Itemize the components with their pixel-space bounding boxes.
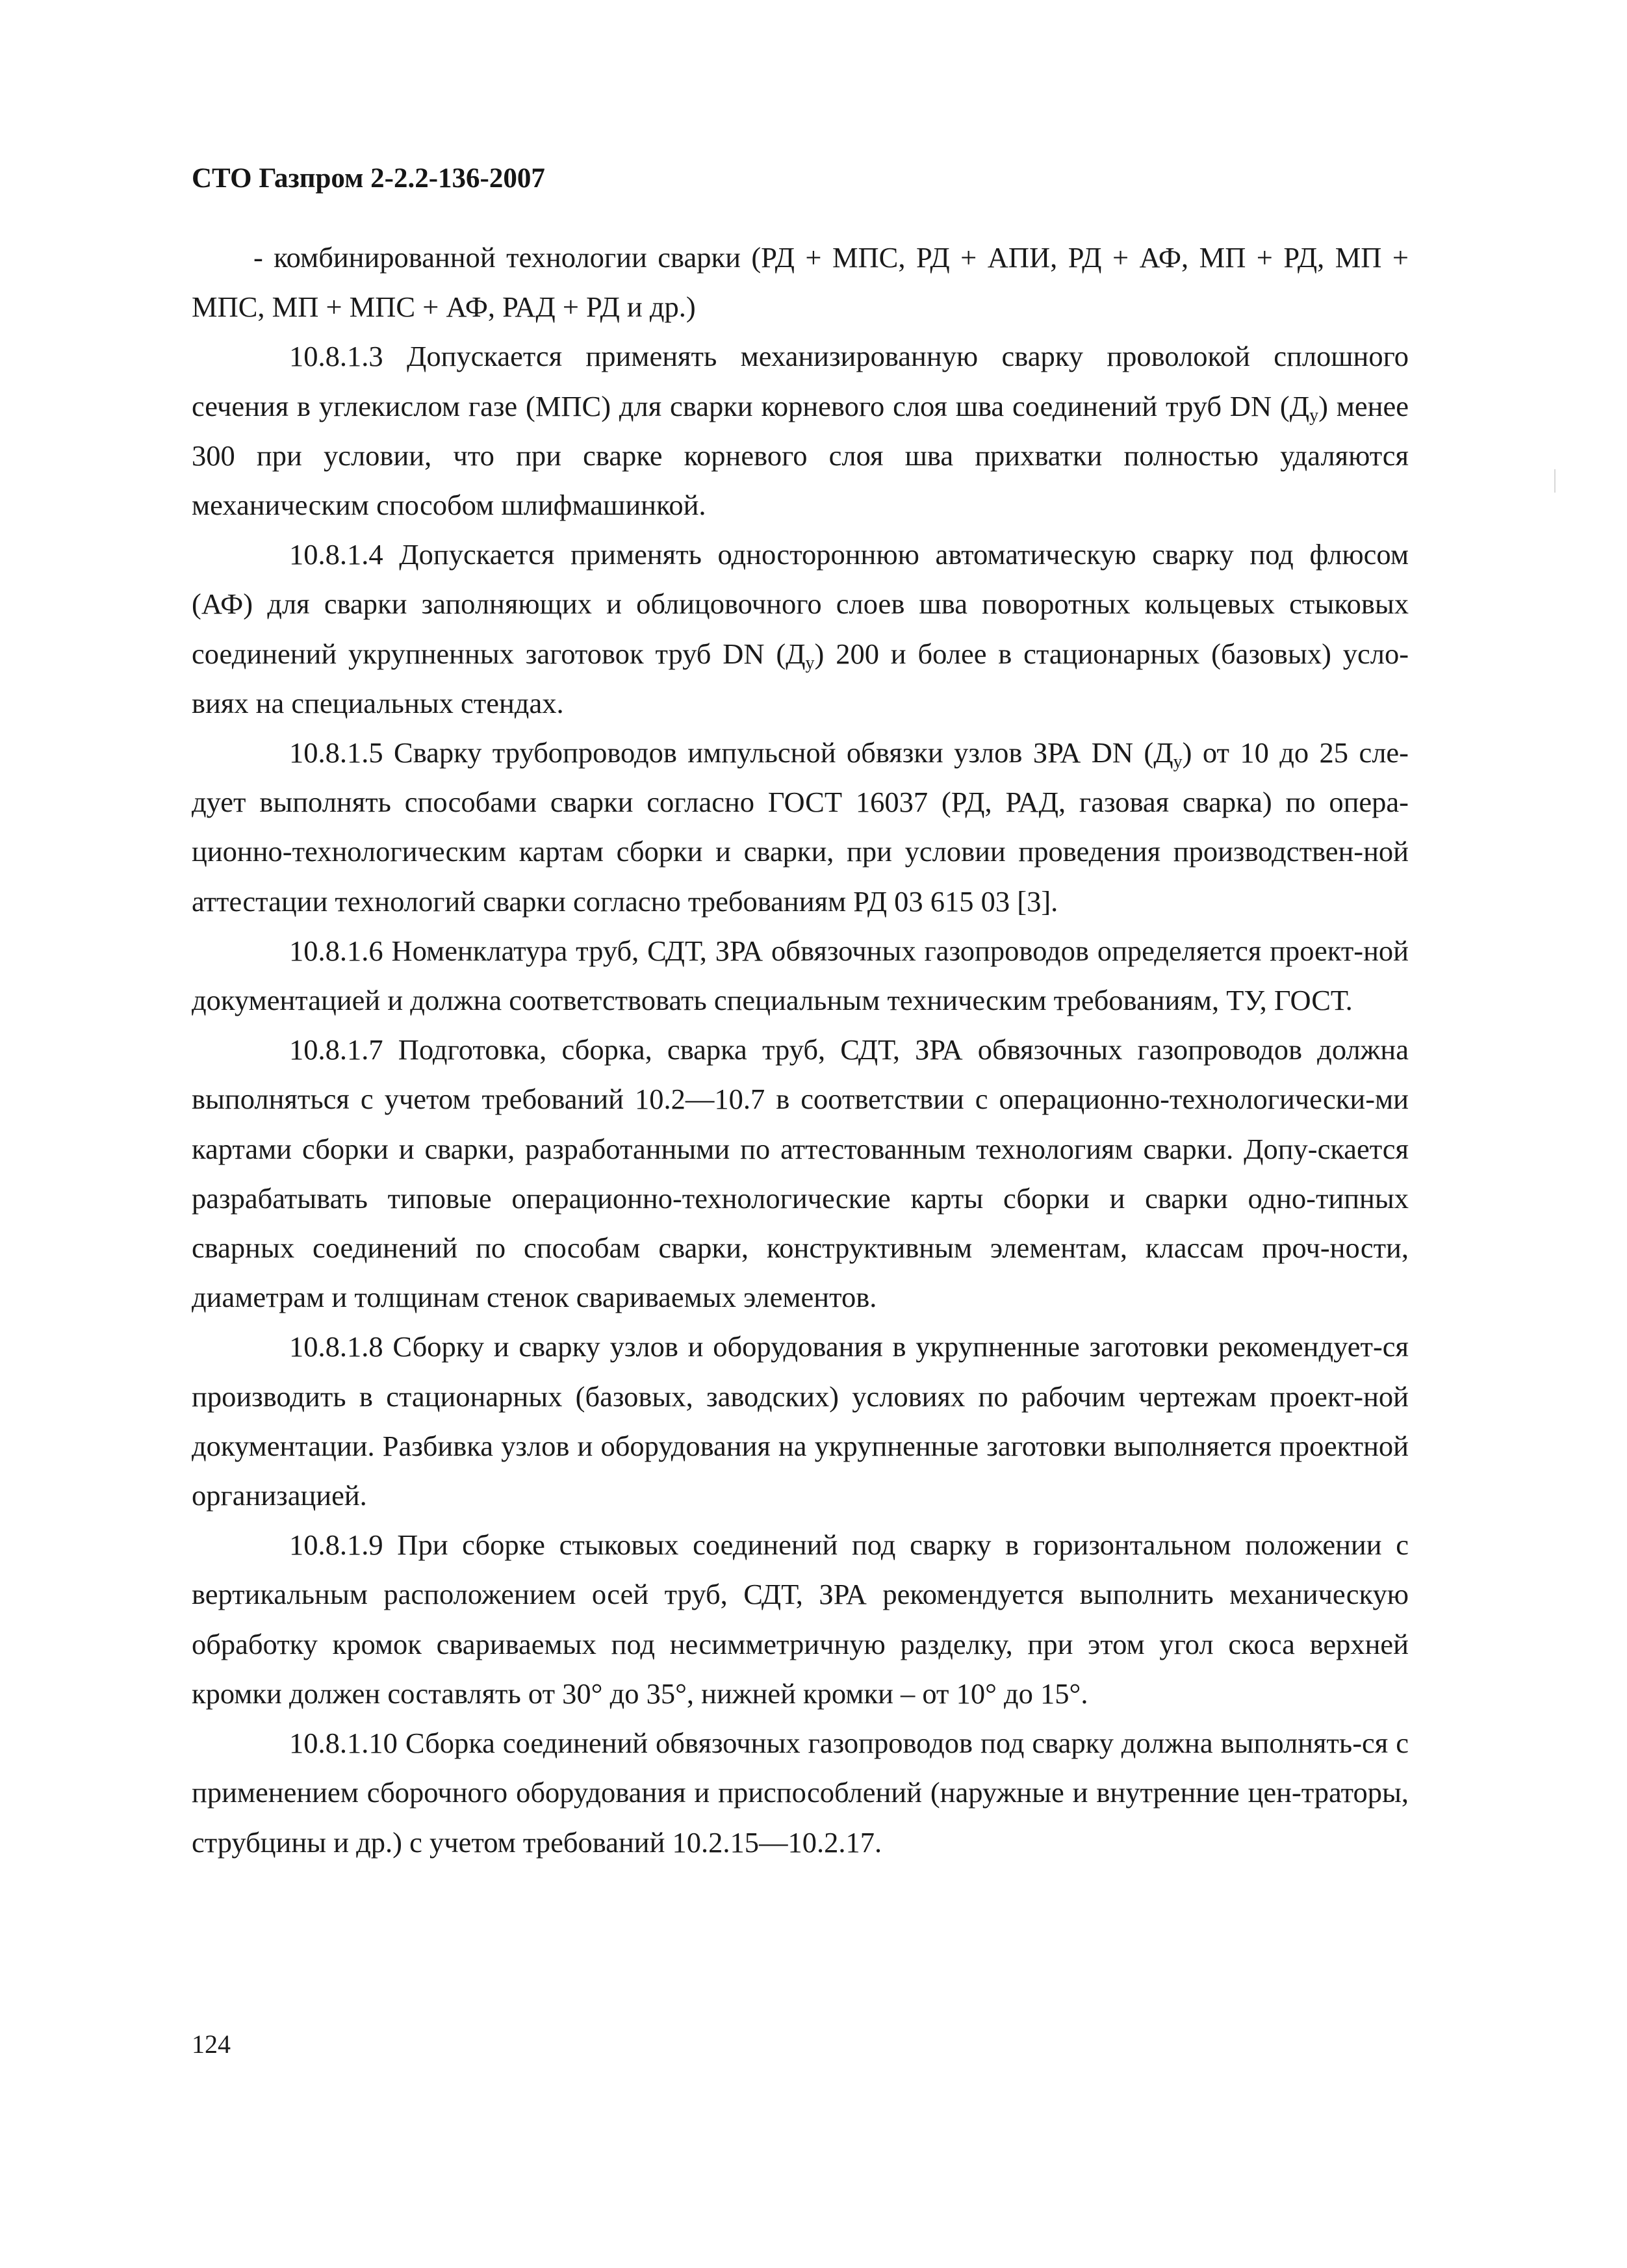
paragraph-text: 10.8.1.8 Сборку и сварку узлов и оборудования в укрупненные заготовки рекомендует-ся производить в стационарных (базовых, заводских) условиях по рабочим чертежам проект-ной документации. Разбивка узлов и оборудования на укрупненные заготовки выполняется проектной организацией.: [192, 1330, 1409, 1512]
paragraph-text: ) менее 300 при условии, что при сварке корневого слоя шва прихватки полностью удаляются механическим способом шлифмашинкой.: [192, 389, 1409, 522]
paragraph-10-8-1-10: [192, 1718, 1409, 1867]
subscript: у: [1173, 752, 1183, 773]
paragraph-continuation: [192, 233, 1409, 331]
scan-artifact-mark: [1554, 469, 1556, 493]
paragraph-text: 10.8.1.6 Номенклатура труб, СДТ, ЗРА обвязочных газопроводов определяется проект-ной документацией и должна соответствовать специальным техническим требованиям, ТУ, ГОСТ.: [192, 934, 1409, 1017]
paragraph-10-8-1-5: [192, 728, 1409, 926]
paragraph-10-8-1-9: [192, 1520, 1409, 1718]
paragraph-text: 10.8.1.7 Подготовка, сборка, сварка труб, СДТ, ЗРА обвязочных газопроводов должна выполняться с учетом требований 10.2—10.7 в соответствии с операционно-технологически-ми картами сборки и сварки, разработанными по аттестованным технологиям сварки. Допу-скается разрабатывать типовые операционно-технологические карты сборки и сварки одно-типных сварных соединений по способам сварки, конструктивным элементам, классам проч-ности, диаметрам и толщинам стенок свариваемых элементов.: [192, 1033, 1409, 1314]
document-body: [192, 233, 1409, 1867]
paragraph-text: ) 200 и более в стационарных (базовых) усло-виях на специальных стендах.: [192, 637, 1409, 719]
paragraph-text: 10.8.1.10 Сборка соединений обвязочных газопроводов под сварку должна выполнять-ся с применением сборочного оборудования и приспособлений (наружные и внутренние цен-траторы, струбцины и др.) с учетом требований 10.2.15—10.2.17.: [192, 1727, 1409, 1859]
paragraph-text: 10.8.1.3 Допускается применять механизированную сварку проволокой сплошного сечения в углекислом газе (МПС) для сварки корневого слоя шва соединений труб DN (Д: [192, 340, 1409, 422]
paragraph-text: 10.8.1.5 Сварку трубопроводов импульсной обвязки узлов ЗРА DN (Д: [289, 736, 1173, 769]
paragraph-10-8-1-4: [192, 530, 1409, 728]
paragraph-10-8-1-3: [192, 331, 1409, 530]
subscript: у: [805, 652, 815, 673]
page-number: 124: [192, 2030, 231, 2059]
subscript: у: [1309, 405, 1319, 426]
document-header: СТО Газпром 2-2.2-136-2007: [192, 163, 545, 194]
paragraph-text: ) от 10 до 25 сле-дует выполнять способами сварки согласно ГОСТ 16037 (РД, РАД, газовая сварка) по опера-ционно-технологическим картам сборки и сварки, при условии проведения производствен-ной аттестации технологий сварки согласно требованиям РД 03 615 03 [3].: [192, 736, 1409, 918]
paragraph-text: - комбинированной технологии сварки (РД + МПС, РД + АПИ, РД + АФ, МП + РД, МП + МПС, МП + МПС + АФ, РАД + РД и др.): [192, 241, 1409, 324]
paragraph-10-8-1-8: [192, 1322, 1409, 1520]
paragraph-10-8-1-7: [192, 1025, 1409, 1322]
paragraph-text: 10.8.1.9 При сборке стыковых соединений под сварку в горизонтальном положении с вертикальным расположением осей труб, СДТ, ЗРА рекомендуется выполнить механическую обработку кромок свариваемых под несимметричную разделку, при этом угол скоса верхней кромки должен составлять от 30° до 35°, нижней кромки – от 10° до 15°.: [192, 1528, 1409, 1710]
paragraph-10-8-1-6: [192, 926, 1409, 1025]
paragraph-text: 10.8.1.4 Допускается применять одностороннюю автоматическую сварку под флюсом (АФ) для сварки заполняющих и облицовочного слоев шва поворотных кольцевых стыковых соединений укрупненных заготовок труб DN (Д: [192, 538, 1409, 670]
